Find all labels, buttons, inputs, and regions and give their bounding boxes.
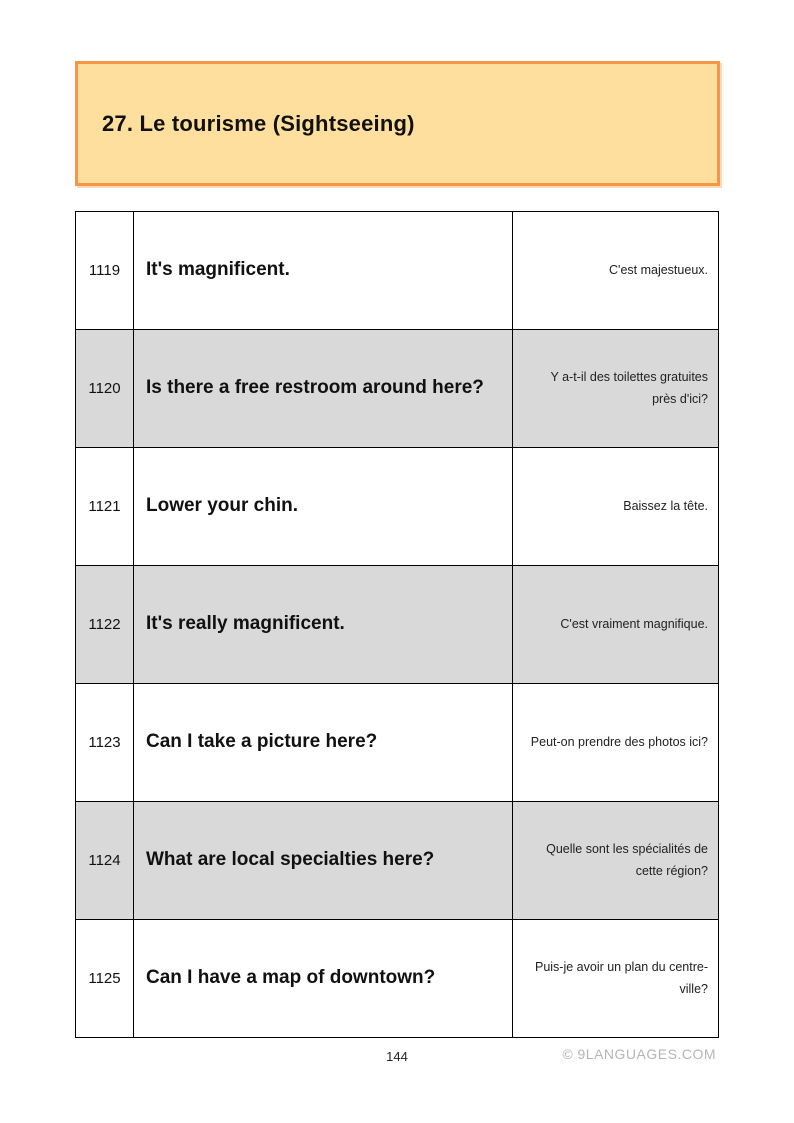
phrase-number: 1120 [76, 330, 134, 448]
english-phrase: Can I have a map of downtown? [134, 920, 513, 1038]
french-translation: Peut-on prendre des photos ici? [513, 684, 719, 802]
phrase-number: 1119 [76, 212, 134, 330]
phrase-number: 1125 [76, 920, 134, 1038]
english-phrase: It's really magnificent. [134, 566, 513, 684]
table-row [76, 330, 719, 448]
table-row [76, 212, 719, 330]
chapter-title: 27. Le tourisme (Sightseeing) [102, 110, 415, 136]
table-row [76, 684, 719, 802]
english-phrase: What are local specialties here? [134, 802, 513, 920]
page-number: 144 [386, 1049, 408, 1064]
phrase-number: 1121 [76, 448, 134, 566]
table-row [76, 566, 719, 684]
phrase-table [75, 211, 719, 1038]
french-translation: C'est majestueux. [513, 212, 719, 330]
english-phrase: Is there a free restroom around here? [134, 330, 513, 448]
french-translation: Baissez la tête. [513, 448, 719, 566]
english-phrase: Can I take a picture here? [134, 684, 513, 802]
phrase-number: 1122 [76, 566, 134, 684]
copyright-text: © 9LANGUAGES.COM [562, 1046, 716, 1062]
english-phrase: It's magnificent. [134, 212, 513, 330]
table-row [76, 920, 719, 1038]
french-translation: Y a-t-il des toilettes gratuites près d'ici? [513, 330, 719, 448]
phrase-number: 1124 [76, 802, 134, 920]
table-row [76, 448, 719, 566]
english-phrase: Lower your chin. [134, 448, 513, 566]
french-translation: Quelle sont les spécialités de cette région? [513, 802, 719, 920]
phrase-number: 1123 [76, 684, 134, 802]
chapter-title-box [75, 61, 720, 186]
table-row [76, 802, 719, 920]
french-translation: Puis-je avoir un plan du centre-ville? [513, 920, 719, 1038]
french-translation: C'est vraiment magnifique. [513, 566, 719, 684]
